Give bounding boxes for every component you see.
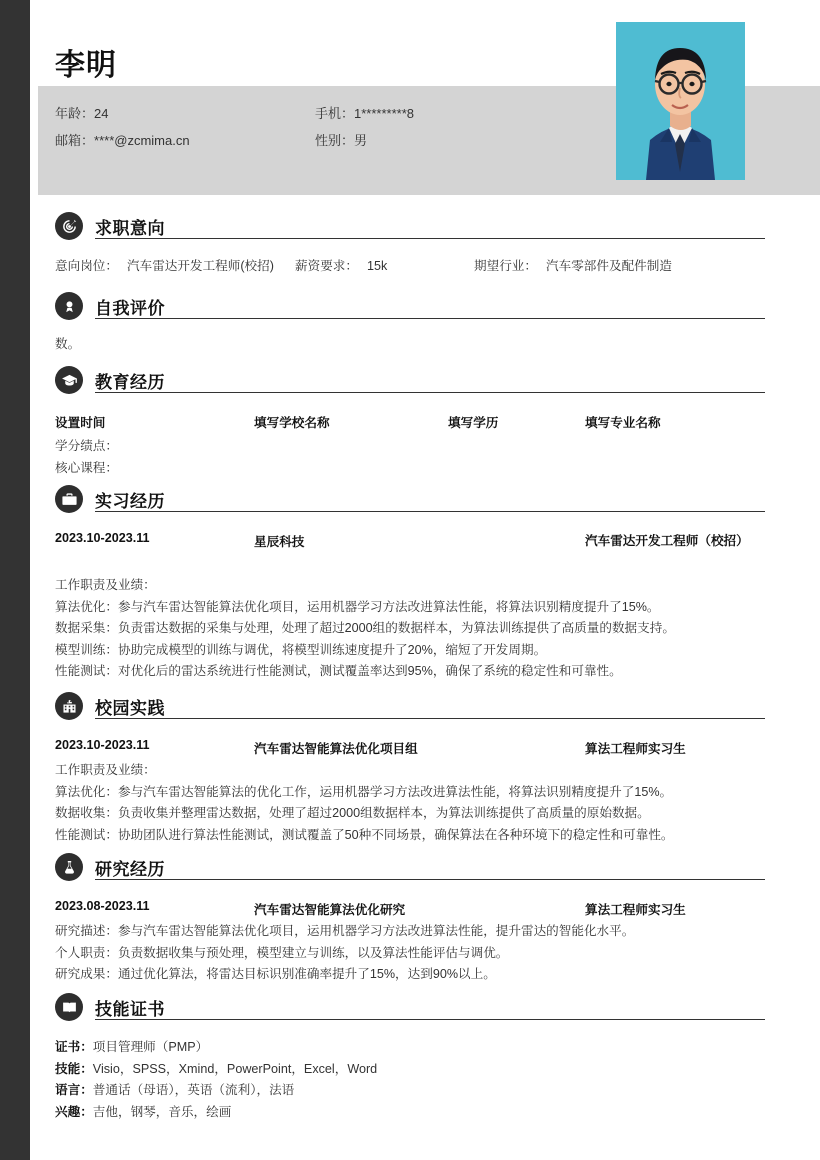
research-role: 算法工程师实习生: [585, 903, 686, 917]
section-title-job-intent: 求职意向: [95, 219, 165, 238]
section-rule: [95, 511, 765, 512]
skills-row-value: 吉他，钢琴，音乐，绘画: [92, 1104, 232, 1119]
contact-gender: [315, 127, 575, 154]
skills-row: [55, 1059, 765, 1081]
flask-icon: [55, 853, 83, 881]
education-col-degree: 填写学历: [448, 416, 499, 430]
contact-age-value: 24: [94, 106, 109, 121]
industry-value: 汽车零部件及配件制造: [546, 259, 672, 273]
skills-row-value: 普通话（母语），英语（流利），法语: [92, 1083, 295, 1097]
education-col-time: 设置时间: [55, 416, 106, 430]
education-gpa: 学分绩点：: [55, 439, 118, 453]
research-project: 汽车雷达智能算法优化研究: [254, 903, 406, 917]
contact-phone-label: 手机：: [315, 106, 355, 121]
campus-intro: 工作职责及业绩：: [55, 763, 156, 777]
section-header-self-evaluation: [55, 292, 765, 324]
internship-role: 汽车雷达开发工程师（校招）: [585, 534, 749, 548]
skills-list: [55, 1037, 765, 1123]
briefcase-icon: [55, 485, 83, 513]
school-building-icon: [55, 692, 83, 720]
skills-row-value: Visio，SPSS，Xmind，PowerPoint，Excel，Word: [92, 1061, 378, 1076]
graduation-cap-icon: [55, 366, 83, 394]
position-label: 意向岗位：: [55, 259, 118, 273]
salary-label: 薪资要求：: [295, 259, 358, 273]
contact-email-value: ****@zcmima.cn: [94, 133, 190, 148]
job-intent-row: [55, 256, 765, 278]
contact-phone: [315, 100, 575, 127]
research-date: 2023.08-2023.11: [55, 899, 150, 913]
section-self-evaluation: [55, 292, 765, 356]
research-bullet: 个人职责：负责数据收集与预处理，模型建立与训练，以及算法性能评估与调优。: [55, 945, 509, 960]
internship-company: 星辰科技: [254, 535, 305, 549]
contact-gender-label: 性别：: [315, 133, 355, 148]
education-table-header: [55, 412, 765, 432]
campus-bullet: 性能测试：协助团队进行算法性能测试，测试覆盖了50种不同场景，确保算法在各种环境下的稳定性和可靠性。: [55, 827, 674, 842]
education-col-major: 填写专业名称: [585, 416, 661, 430]
skills-row: [55, 1080, 765, 1102]
section-title-internship: 实习经历: [95, 492, 165, 511]
resume-header: [0, 0, 820, 196]
section-rule: [95, 318, 765, 319]
internship-bullet: 数据采集：负责雷达数据的采集与处理，处理了超过2000组的数据样本，为算法训练提供了高质量的数据支持。: [55, 621, 675, 635]
section-header-job-intent: [55, 212, 765, 244]
skills-row-key: 兴趣：: [55, 1104, 93, 1119]
section-campus-practice: [55, 692, 765, 846]
education-col-school: 填写学校名称: [254, 416, 330, 430]
section-title-self-evaluation: 自我评价: [95, 299, 165, 318]
research-bullet: 研究成果：通过优化算法，将雷达目标识别准确率提升了15%，达到90%以上。: [55, 967, 496, 981]
contact-column-right: [315, 100, 575, 154]
section-title-skills: 技能证书: [95, 1000, 165, 1019]
section-title-campus-practice: 校园实践: [95, 699, 165, 718]
campus-role: 算法工程师实习生: [585, 742, 686, 756]
section-skills: [55, 993, 765, 1123]
internship-bullet: 算法优化：参与汽车雷达智能算法优化项目，运用机器学习方法改进算法性能，将算法识别精度提升了15%。: [55, 599, 660, 614]
research-entry-header: [55, 899, 765, 921]
badge-icon: [55, 292, 83, 320]
section-title-research: 研究经历: [95, 860, 165, 879]
contact-age: [55, 100, 315, 127]
open-book-icon: [55, 993, 83, 1021]
section-rule: [95, 718, 765, 719]
industry-label: 期望行业：: [474, 259, 537, 273]
target-icon: [55, 212, 83, 240]
campus-entry-header: [55, 738, 765, 760]
internship-bullet: 模型训练：协助完成模型的训练与调优，将模型训练速度提升了20%，缩短了开发周期。: [55, 642, 547, 657]
internship-date: 2023.10-2023.11: [55, 531, 150, 545]
section-rule: [95, 1019, 765, 1020]
section-title-education: 教育经历: [95, 373, 165, 392]
section-job-intent: [55, 212, 765, 278]
skills-row-key: 技能：: [55, 1061, 93, 1076]
education-courses: 核心课程：: [55, 460, 118, 475]
campus-org: 汽车雷达智能算法优化项目组: [254, 742, 418, 756]
internship-intro: 工作职责及业绩：: [55, 578, 156, 592]
section-header-skills: [55, 993, 765, 1025]
salary-value: 15k: [367, 259, 388, 273]
campus-bullet: 算法优化：参与汽车雷达智能算法的优化工作，运用机器学习方法改进算法性能，将算法识别精度提升了15%。: [55, 784, 673, 799]
internship-bullet: 性能测试：对优化后的雷达系统进行性能测试，测试覆盖率达到95%，确保了系统的稳定性和可靠性。: [55, 664, 622, 678]
section-rule: [95, 392, 765, 393]
skills-row-key: 证书：: [55, 1040, 93, 1054]
page-title: 李明: [55, 49, 117, 82]
contact-email-label: 邮箱：: [55, 133, 95, 148]
internship-entry-header: [55, 531, 765, 575]
section-header-internship: [55, 485, 765, 517]
contact-column-left: [55, 100, 315, 154]
skills-row-key: 语言：: [55, 1083, 93, 1097]
section-header-campus-practice: [55, 692, 765, 724]
section-internship: [55, 485, 765, 683]
campus-date: 2023.10-2023.11: [55, 738, 150, 752]
skills-row: [55, 1037, 765, 1059]
skills-row-value: 项目管理师（PMP）: [92, 1040, 209, 1054]
contact-gender-value: 男: [354, 133, 368, 148]
section-rule: [95, 879, 765, 880]
position-value: 汽车雷达开发工程师(校招): [127, 259, 274, 273]
skills-row: [55, 1102, 765, 1124]
contact-email: [55, 127, 315, 154]
section-rule: [95, 238, 765, 239]
section-header-research: [55, 853, 765, 885]
campus-bullet: 数据收集：负责收集并整理雷达数据，处理了超过2000组数据样本，为算法训练提供了高质量的原始数据。: [55, 806, 650, 820]
contact-age-label: 年龄：: [55, 106, 95, 121]
contact-phone-value: 1*********8: [354, 106, 415, 121]
self-evaluation-text: 数。: [55, 337, 81, 351]
section-research: [55, 853, 765, 986]
section-education: [55, 366, 765, 479]
section-header-education: [55, 366, 765, 398]
research-bullet: 研究描述：参与汽车雷达智能算法优化项目，运用机器学习方法改进算法性能，提升雷达的智能化水平。: [55, 924, 635, 938]
avatar: [616, 22, 745, 180]
